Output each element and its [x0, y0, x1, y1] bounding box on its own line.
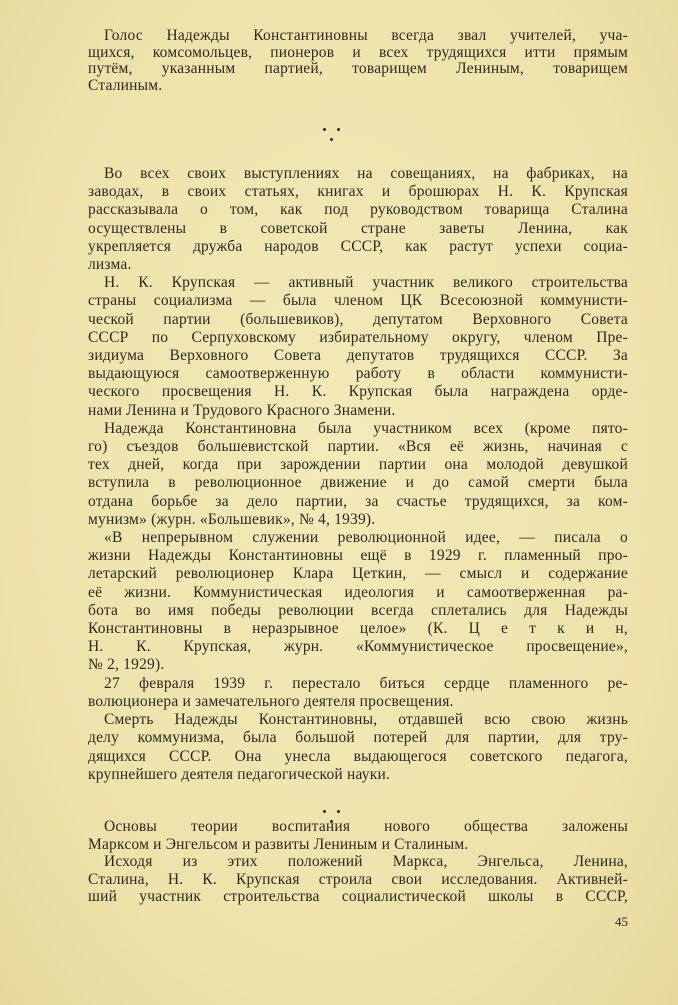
text-line: Надежда Константиновна была участником всех (кроме пято- — [104, 419, 628, 437]
text-line: Смерть Надежды Константиновны, отдавшей всю свою жизнь — [104, 711, 628, 729]
paragraph — [88, 818, 628, 853]
text-block-closing — [88, 818, 628, 906]
text-line: страны социализма — была членом ЦК Всесоюзной коммунисти- — [88, 292, 628, 310]
section-divider-dots — [321, 128, 341, 144]
text-line: Основы теории воспитания нового общества заложены — [104, 818, 628, 835]
text-line: осуществлены в советской стране заветы Ленина, как — [88, 219, 628, 237]
text-line: Голос Надежды Константиновны всегда звал учителей, уча- — [104, 27, 628, 44]
paragraph — [88, 711, 628, 784]
paragraph — [88, 28, 628, 94]
text-line: отдана борьбе за дело партии, за счастье трудящихся, за ком- — [88, 492, 628, 510]
text-line: укрепляется дружба народов СССР, как растут успехи социа- — [88, 237, 628, 255]
text-line: крупнейшего деятеля педагогической науки. — [88, 765, 391, 783]
text-line: рассказывала о том, как под руководством товарища Сталина — [88, 201, 628, 219]
page-number: 45 — [615, 914, 628, 929]
text-line: волюционера и замечательного деятеля просвещения. — [88, 692, 454, 710]
text-line: ший участник строительства социалистической школы в СССР, — [88, 888, 628, 906]
divider-dot — [337, 810, 340, 813]
text-line: выдающуюся самоотверженную работу в области коммунисти- — [88, 365, 628, 383]
text-line: Н. К. Крупская, журн. «Коммунистическое просвещение», — [88, 638, 628, 656]
text-line: заводах, в своих статьях, книгах и брошюрах Н. К. Крупская — [88, 183, 628, 201]
paragraph — [88, 420, 628, 529]
paragraph — [88, 529, 628, 675]
text-line: Константиновны в неразрывное целое» (К. Ц е т к и н, — [88, 620, 628, 638]
text-line: делу коммунизма, была большой потерей для партии, для тру- — [88, 729, 628, 747]
text-line: «В непрерывном служении революционной идее, — писала о — [104, 529, 628, 547]
text-block-main — [88, 165, 628, 784]
divider-dot — [323, 128, 326, 131]
paragraph — [88, 675, 628, 711]
text-line: бота во имя победы революции всегда сплетались для Надежды — [88, 601, 628, 619]
text-line: го) съездов большевистской партии. «Вся её жизнь, начиная с — [88, 438, 628, 456]
text-line: мунизм» (журн. «Большевик», № 4, 1939). — [88, 510, 376, 528]
text-line: Исходя из этих положений Маркса, Энгельса, Ленина, — [104, 853, 628, 871]
text-line: летарский революционер Клара Цеткин, — смысл и содержание — [88, 565, 628, 583]
text-line: лизма. — [88, 256, 132, 274]
text-line: Сталина, Н. К. Крупская строила свои исследования. Активней- — [88, 870, 628, 888]
text-line: ческого просвещения Н. К. Крупская была награждена орде- — [88, 383, 628, 401]
text-line: Сталиным. — [88, 76, 163, 94]
text-line: щихся, комсомольцев, пионеров и всех трудящихся итти прямым — [88, 43, 628, 61]
text-line: Во всех своих выступлениях на совещаниях, на фабриках, на — [104, 165, 628, 182]
text-line: 27 февраля 1939 г. перестало биться сердце пламенного ре- — [104, 674, 628, 692]
text-line: ческой партии (большевиков), депутатом Верховного Совета — [88, 310, 628, 328]
paragraph — [88, 853, 628, 906]
text-line: Марксом и Энгельсом и развиты Лениным и Сталиным. — [88, 835, 469, 853]
text-line: жизни Надежды Константиновны ещё в 1929 г. пламенный про- — [88, 547, 628, 565]
text-line: её жизни. Коммунистическая идеология и самоотверженная ра- — [88, 583, 628, 601]
paragraph — [88, 274, 628, 420]
text-line: путём, указанным партией, товарищем Лениным, товарищем — [88, 60, 628, 78]
text-line: СССР по Серпуховскому избирательному округу, членом Пре- — [88, 328, 628, 346]
text-line: нами Ленина и Трудового Красного Знамени. — [88, 401, 396, 419]
divider-dot — [323, 810, 326, 813]
divider-dot — [337, 128, 340, 131]
divider-dot — [330, 138, 333, 141]
paragraph — [88, 165, 628, 274]
text-line: Н. К. Крупская — активный участник великого строительства — [104, 274, 628, 292]
text-line: зидиума Верховного Совета депутатов трудящихся СССР. За — [88, 347, 628, 365]
text-line: дящихся СССР. Она унесла выдающегося советского педагога, — [88, 747, 628, 765]
text-block-intro — [88, 28, 628, 94]
text-line: вступила в революционное движение и до самой смерти была — [88, 474, 628, 492]
text-line: тех дней, когда при зарождении партии она молодой девушкой — [88, 456, 628, 474]
text-line: № 2, 1929). — [88, 656, 165, 674]
